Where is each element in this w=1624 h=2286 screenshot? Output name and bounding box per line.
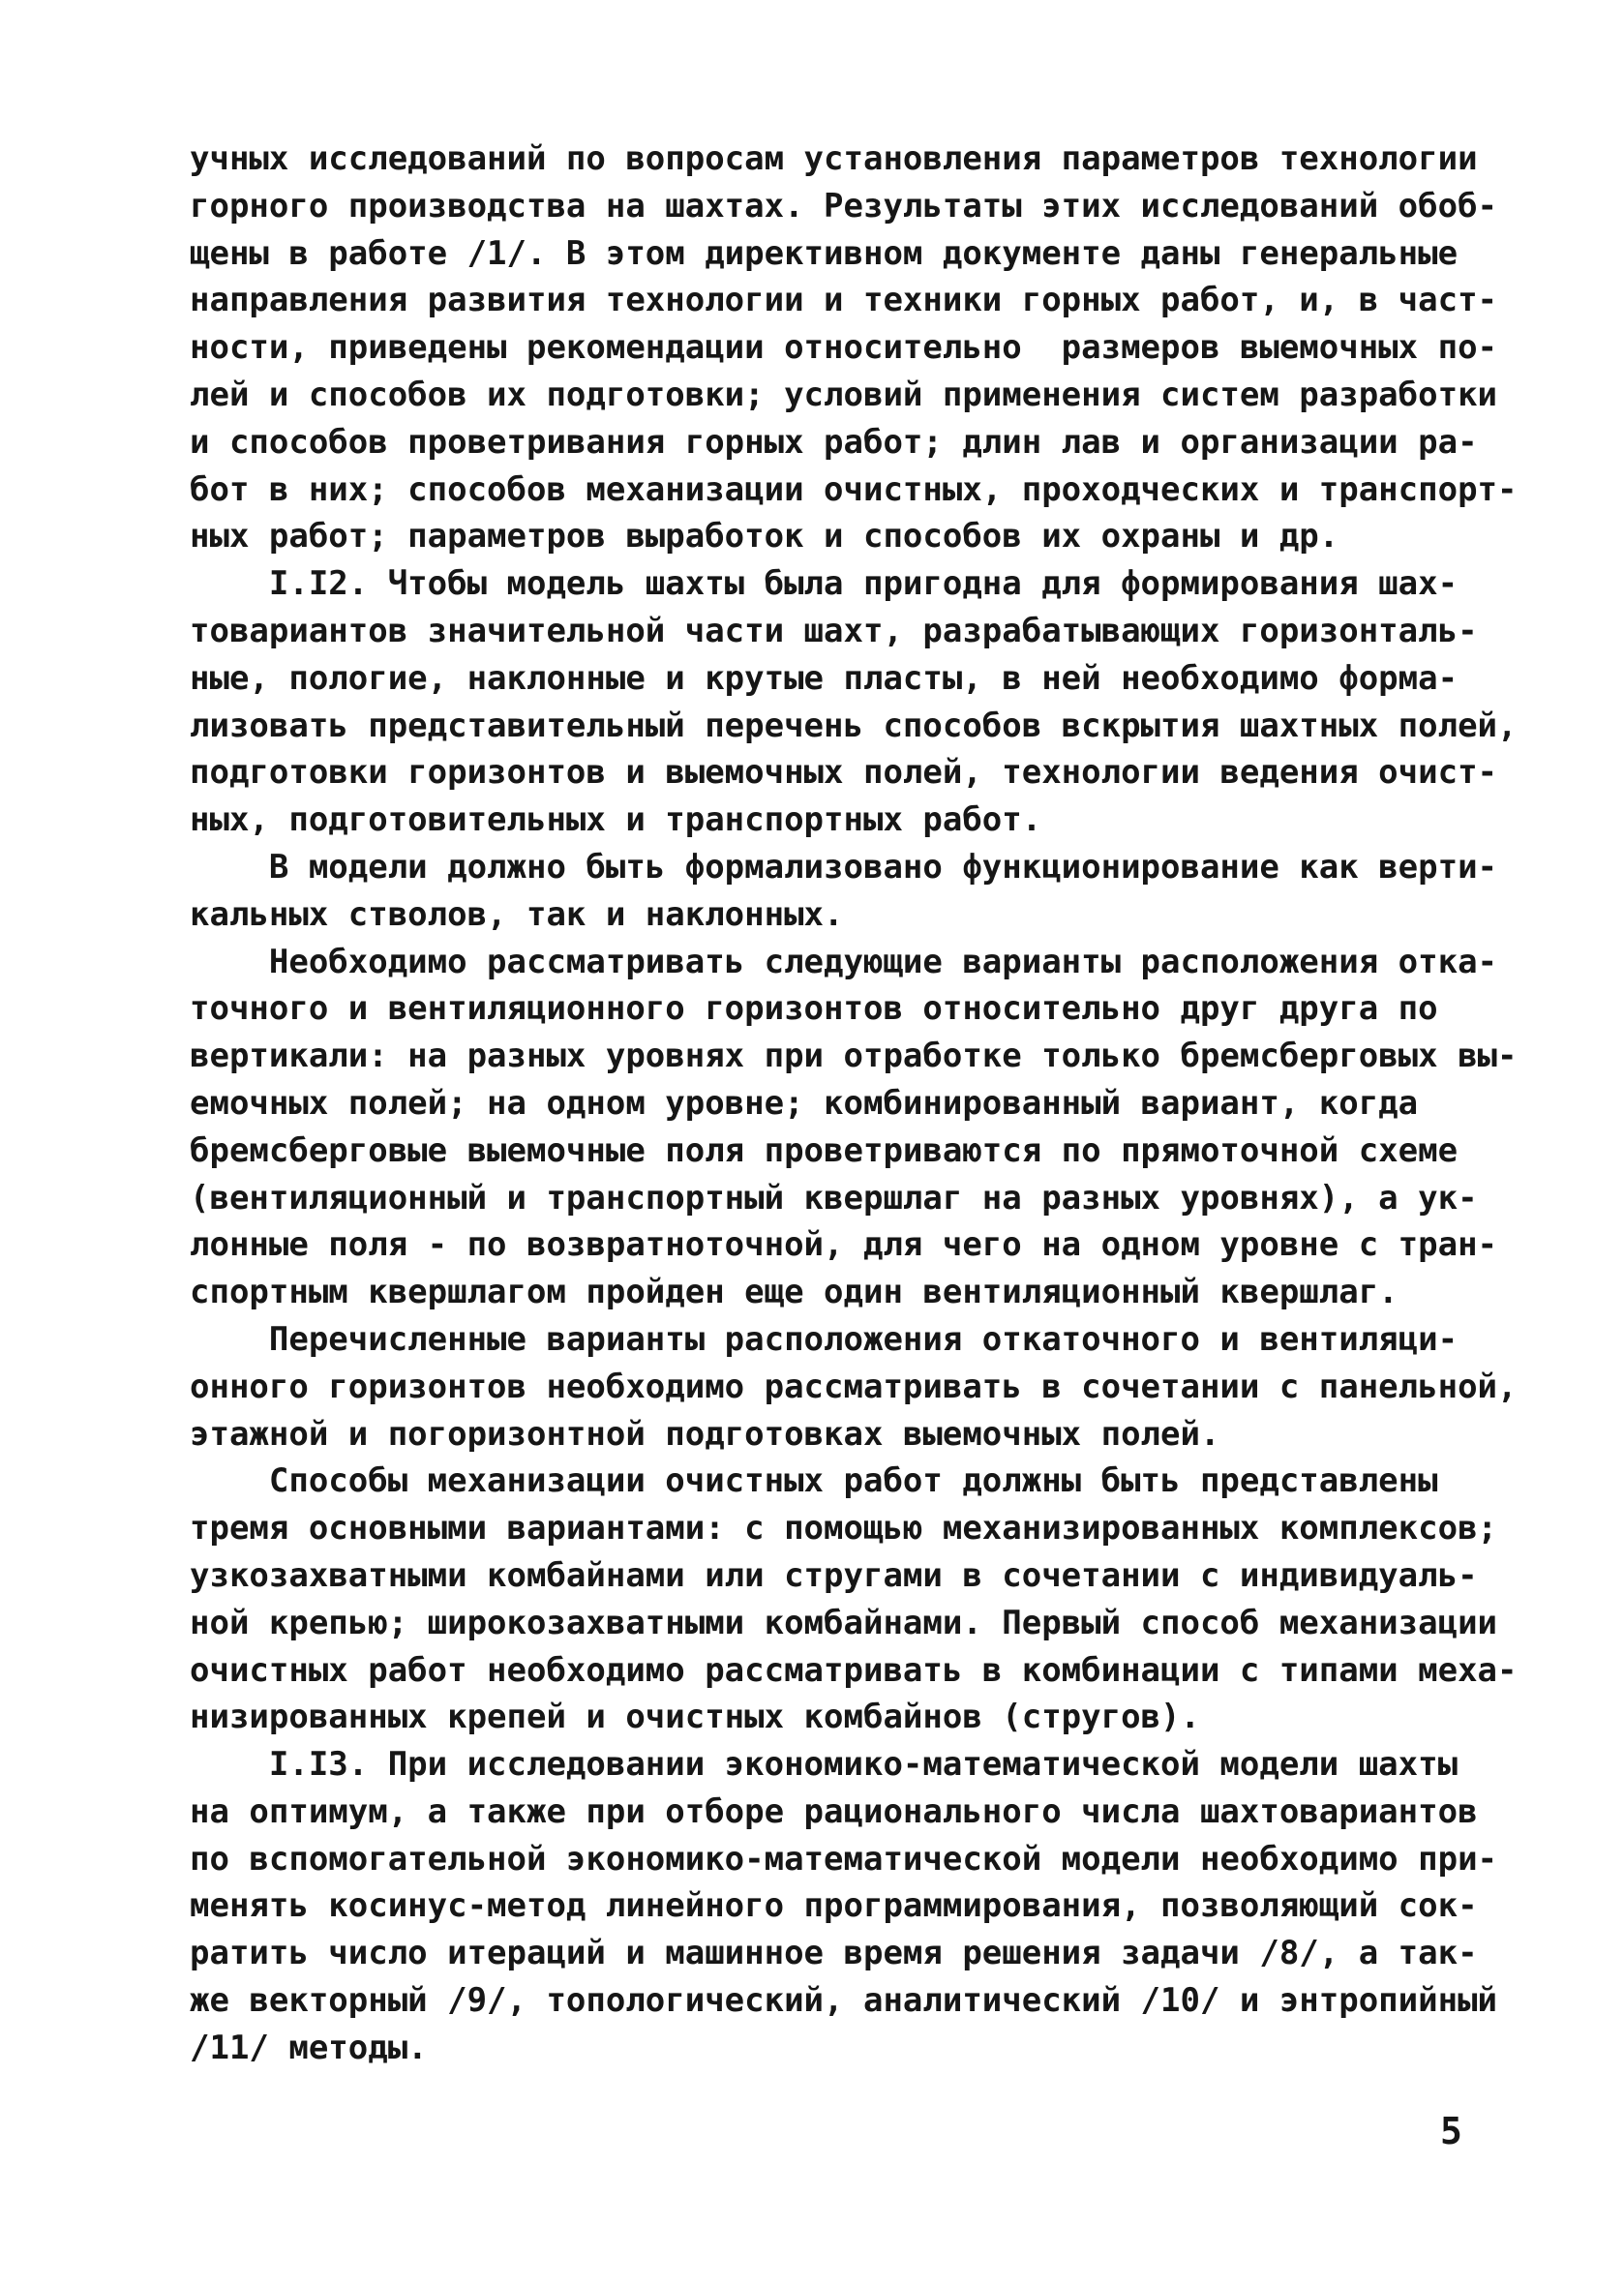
text-line: лей и способов их подготовки; условий применения систем разработки <box>190 375 1498 414</box>
text-line: кальных стволов, так и наклонных. <box>190 894 844 934</box>
text-line: узкозахватными комбайнами или стругами в сочетании с индивидуаль- <box>190 1555 1478 1595</box>
text-line: В модели должно быть формализовано функционирование как верти- <box>190 847 1498 887</box>
text-line: товариантов значительной части шахт, разрабатывающих горизонталь- <box>190 611 1478 650</box>
text-line: этажной и погоризонтной подготовках выемочных полей. <box>190 1414 1220 1454</box>
text-line: I.I3. При исследовании экономико-математической модели шахты <box>190 1745 1459 1785</box>
text-line: горного производства на шахтах. Результаты этих исследований обоб- <box>190 186 1498 226</box>
text-line: спортным квершлагом пройден еще один вентиляционный квершлаг. <box>190 1273 1398 1312</box>
text-line: онного горизонтов необходимо рассматривать в сочетании с панельной, <box>190 1367 1518 1406</box>
text-line: очистных работ необходимо рассматривать в комбинации с типами меха- <box>190 1650 1518 1690</box>
text-line: ности, приведены рекомендации относительно размеров выемочных по- <box>190 328 1498 368</box>
text-line: /11/ методы. <box>190 2028 428 2067</box>
text-line: щены в работе /1/. В этом директивном документе даны генеральные <box>190 233 1459 273</box>
text-line: Перечисленные варианты расположения откаточного и вентиляци- <box>190 1319 1459 1359</box>
text-line: лизовать представительный перечень способов вскрытия шахтных полей, <box>190 706 1518 745</box>
text-line: Способы механизации очистных работ должны быть представлены <box>190 1461 1438 1501</box>
text-line: же векторный /9/, топологический, аналитический /10/ и энтропийный <box>190 1981 1498 2021</box>
text-line: и способов проветривания горных работ; длин лав и организации ра- <box>190 422 1478 462</box>
text-line: Необходимо рассматривать следующие варианты расположения отка- <box>190 942 1498 981</box>
text-line: ные, пологие, наклонные и крутые пласты, в ней необходимо форма- <box>190 658 1459 698</box>
body-text <box>190 135 1518 2072</box>
text-line: на оптимум, а также при отборе рационального числа шахтовариантов <box>190 1791 1478 1831</box>
text-line: (вентиляционный и транспортный квершлаг на разных уровнях), а ук- <box>190 1178 1478 1218</box>
text-line: бот в них; способов механизации очистных, проходческих и транспорт- <box>190 469 1518 509</box>
text-line: ратить число итераций и машинное время решения задачи /8/, а так- <box>190 1934 1478 1973</box>
text-line: учных исследований по вопросам установления параметров технологии <box>190 139 1478 178</box>
text-line: ной крепью; широкозахватными комбайнами. Первый способ механизации <box>190 1603 1498 1642</box>
text-line: бремсберговые выемочные поля проветриваются по прямоточной схеме <box>190 1130 1459 1170</box>
text-line: по вспомогательной экономико-математической модели необходимо при- <box>190 1839 1498 1879</box>
text-line: лонные поля - по возвратноточной, для чего на одном уровне с тран- <box>190 1225 1498 1265</box>
text-line: I.I2. Чтобы модель шахты была пригодна для формирования шах- <box>190 564 1459 604</box>
text-line: низированных крепей и очистных комбайнов (стругов). <box>190 1698 1200 1737</box>
text-line: менять косинус-метод линейного программирования, позволяющий сок- <box>190 1886 1478 1926</box>
page-number: 5 <box>1440 2110 1462 2152</box>
text-line: емочных полей; на одном уровне; комбинированный вариант, когда <box>190 1083 1419 1123</box>
text-line: подготовки горизонтов и выемочных полей, технологии ведения очист- <box>190 753 1498 793</box>
text-line: ных, подготовительных и транспортных работ. <box>190 800 1042 840</box>
text-line: направления развития технологии и техники горных работ, и, в част- <box>190 281 1498 320</box>
text-line: точного и вентиляционного горизонтов относительно друг друга по <box>190 989 1438 1029</box>
text-line: вертикали: на разных уровнях при отработке только бремсберговых вы- <box>190 1037 1518 1076</box>
text-line: тремя основными вариантами: с помощью механизированных комплексов; <box>190 1509 1498 1549</box>
text-line: ных работ; параметров выработок и способов их охраны и др. <box>190 517 1339 556</box>
